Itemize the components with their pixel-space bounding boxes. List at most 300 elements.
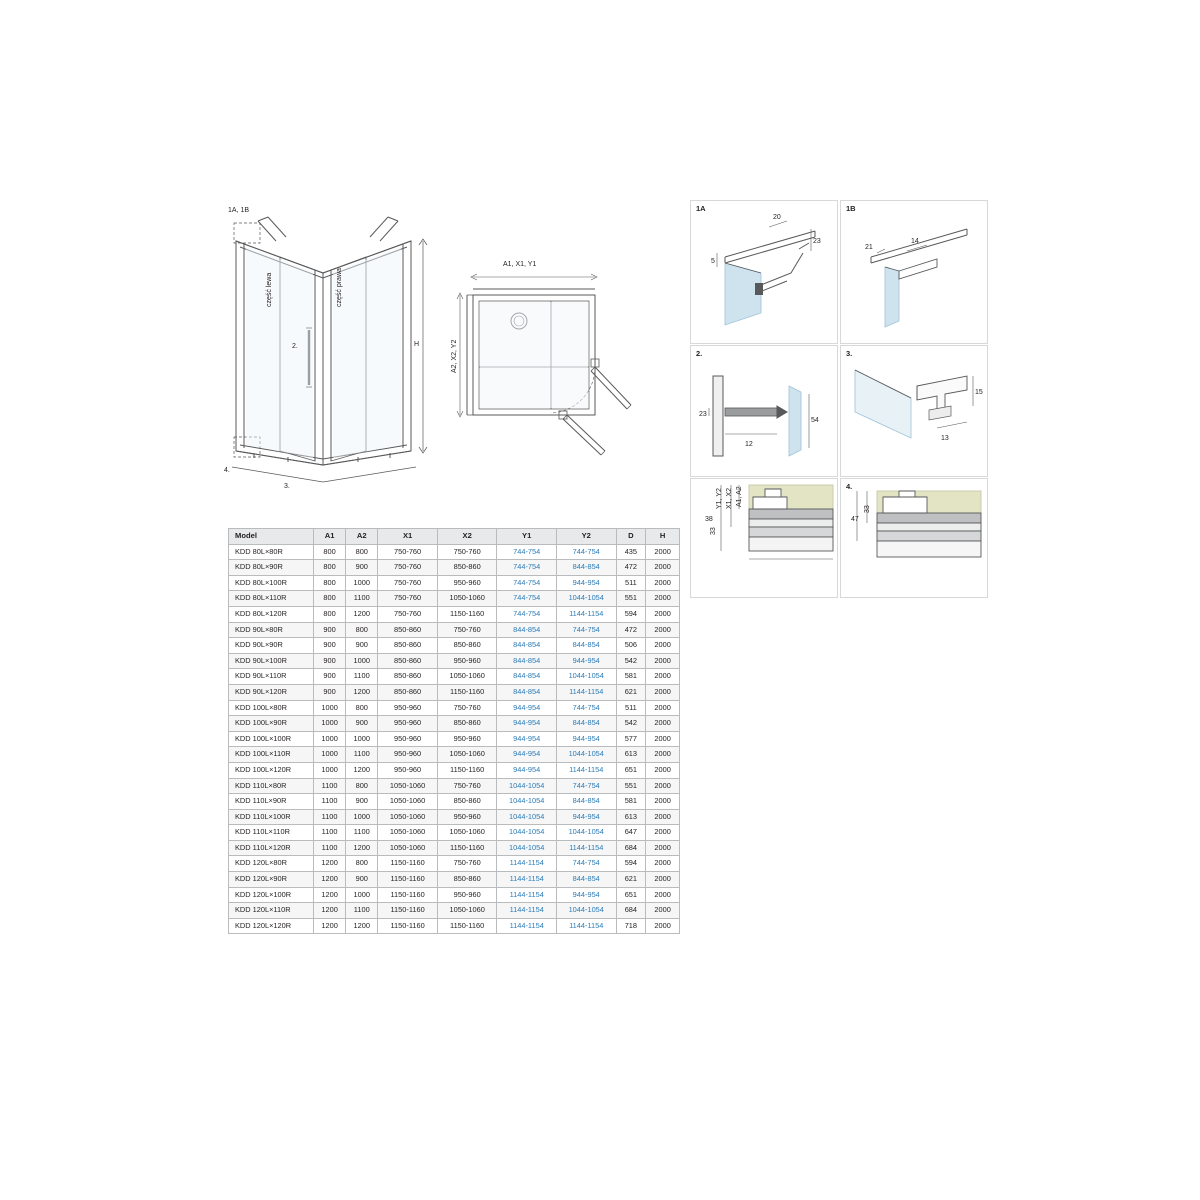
cell-d: 472 (616, 622, 646, 638)
cell-h: 2000 (646, 778, 680, 794)
cell-y2: 1044-1054 (556, 747, 616, 763)
cell-h: 2000 (646, 669, 680, 685)
cell-x1: 950-960 (378, 700, 438, 716)
cell-x1: 750-760 (378, 544, 438, 560)
cell-a2: 1200 (346, 606, 378, 622)
detail-panel-1b (840, 200, 988, 344)
svg-text:54: 54 (811, 417, 819, 424)
cell-y1: 844-854 (497, 684, 557, 700)
cell-x1: 850-860 (378, 653, 438, 669)
cell-model: KDD 120L×120R (229, 918, 314, 934)
cell-x2: 850-860 (437, 716, 497, 732)
table-row (229, 762, 680, 778)
perspective-drawing (218, 195, 438, 515)
cell-x2: 750-760 (437, 778, 497, 794)
cell-x2: 1050-1060 (437, 669, 497, 685)
detail-panel-2 (690, 345, 838, 477)
cell-y2: 1144-1154 (556, 762, 616, 778)
cell-a2: 1000 (346, 653, 378, 669)
table-row (229, 918, 680, 934)
cell-y2: 1144-1154 (556, 840, 616, 856)
cell-h: 2000 (646, 700, 680, 716)
cell-a1: 1100 (314, 778, 346, 794)
plan-side-dim-label: A2, X2, Y2 (451, 339, 458, 373)
cell-model: KDD 110L×90R (229, 794, 314, 810)
cell-y1: 844-854 (497, 669, 557, 685)
cell-a1: 1000 (314, 747, 346, 763)
cell-a2: 1100 (346, 591, 378, 607)
th-d: D (616, 529, 646, 545)
cell-a1: 1200 (314, 856, 346, 872)
svg-text:Y1, Y2: Y1, Y2 (716, 488, 723, 509)
table-row (229, 700, 680, 716)
cell-x2: 1050-1060 (437, 903, 497, 919)
table-row (229, 856, 680, 872)
cell-a2: 800 (346, 778, 378, 794)
cell-x1: 850-860 (378, 669, 438, 685)
table-row (229, 653, 680, 669)
cell-a2: 900 (346, 716, 378, 732)
table-row (229, 887, 680, 903)
cell-x1: 1050-1060 (378, 778, 438, 794)
th-y2: Y2 (556, 529, 616, 545)
th-a2: A2 (346, 529, 378, 545)
cell-model: KDD 110L×110R (229, 825, 314, 841)
th-y1: Y1 (497, 529, 557, 545)
cell-y1: 1044-1054 (497, 809, 557, 825)
table-row (229, 684, 680, 700)
label-czesc-prawa: część prawa (336, 268, 343, 307)
cell-a2: 1200 (346, 918, 378, 934)
cell-model: KDD 110L×100R (229, 809, 314, 825)
cell-a1: 1000 (314, 716, 346, 732)
cell-y1: 744-754 (497, 560, 557, 576)
cell-x1: 1150-1160 (378, 918, 438, 934)
cell-y1: 844-854 (497, 622, 557, 638)
cell-h: 2000 (646, 747, 680, 763)
cell-x2: 1150-1160 (437, 762, 497, 778)
plan-top-dim-label: A1, X1, Y1 (503, 261, 537, 268)
cell-y1: 1044-1054 (497, 840, 557, 856)
svg-text:33: 33 (864, 505, 871, 513)
cell-model: KDD 110L×120R (229, 840, 314, 856)
cell-x2: 1050-1060 (437, 747, 497, 763)
cell-x2: 1150-1160 (437, 918, 497, 934)
cell-a2: 900 (346, 794, 378, 810)
height-dim-label: H (414, 341, 420, 348)
cell-x2: 950-960 (437, 653, 497, 669)
table-row (229, 747, 680, 763)
cell-h: 2000 (646, 653, 680, 669)
cell-h: 2000 (646, 544, 680, 560)
cell-y2: 1044-1054 (556, 825, 616, 841)
th-model: Model (229, 529, 314, 545)
cell-y1: 844-854 (497, 653, 557, 669)
cell-x2: 1150-1160 (437, 606, 497, 622)
cell-d: 511 (616, 700, 646, 716)
cell-a2: 1000 (346, 575, 378, 591)
cell-d: 472 (616, 560, 646, 576)
cell-d: 506 (616, 638, 646, 654)
cell-a1: 1000 (314, 762, 346, 778)
svg-text:15: 15 (975, 389, 983, 396)
cell-d: 542 (616, 653, 646, 669)
cell-a1: 900 (314, 669, 346, 685)
svg-text:12: 12 (745, 441, 753, 448)
cell-d: 581 (616, 669, 646, 685)
cell-y1: 944-954 (497, 716, 557, 732)
cell-a1: 1100 (314, 809, 346, 825)
cell-x2: 950-960 (437, 887, 497, 903)
callout-3-label: 3. (284, 483, 290, 490)
cell-x1: 1150-1160 (378, 887, 438, 903)
cell-x2: 750-760 (437, 622, 497, 638)
cell-h: 2000 (646, 716, 680, 732)
cell-h: 2000 (646, 856, 680, 872)
cell-x2: 1150-1160 (437, 684, 497, 700)
plan-drawing (451, 255, 655, 465)
cell-a2: 1000 (346, 731, 378, 747)
table-row (229, 575, 680, 591)
cell-a1: 800 (314, 591, 346, 607)
cell-y1: 1144-1154 (497, 872, 557, 888)
cell-a2: 800 (346, 544, 378, 560)
cell-y2: 1144-1154 (556, 684, 616, 700)
table-row (229, 825, 680, 841)
cell-y1: 844-854 (497, 638, 557, 654)
callout-1a-1b-label: 1A, 1B (228, 207, 250, 214)
cell-y1: 1144-1154 (497, 903, 557, 919)
cell-x1: 950-960 (378, 762, 438, 778)
cell-y2: 844-854 (556, 872, 616, 888)
cell-x1: 1050-1060 (378, 794, 438, 810)
cell-model: KDD 100L×110R (229, 747, 314, 763)
cell-y2: 1144-1154 (556, 606, 616, 622)
dimensions-table (228, 528, 680, 934)
cell-d: 651 (616, 887, 646, 903)
svg-text:20: 20 (773, 214, 781, 221)
cell-a2: 900 (346, 560, 378, 576)
cell-x1: 1150-1160 (378, 872, 438, 888)
cell-y1: 1144-1154 (497, 918, 557, 934)
cell-d: 718 (616, 918, 646, 934)
callout-4-label: 4. (224, 467, 230, 474)
cell-y1: 1144-1154 (497, 856, 557, 872)
table-row (229, 591, 680, 607)
cell-d: 684 (616, 840, 646, 856)
cell-y2: 844-854 (556, 794, 616, 810)
cell-h: 2000 (646, 825, 680, 841)
cell-d: 651 (616, 762, 646, 778)
cell-model: KDD 100L×90R (229, 716, 314, 732)
cell-a1: 900 (314, 653, 346, 669)
detail-panel-1a (690, 200, 838, 344)
cell-x1: 1050-1060 (378, 809, 438, 825)
cell-d: 577 (616, 731, 646, 747)
svg-text:21: 21 (865, 244, 873, 251)
cell-model: KDD 110L×80R (229, 778, 314, 794)
cell-model: KDD 80L×120R (229, 606, 314, 622)
cell-a2: 1200 (346, 840, 378, 856)
cell-x2: 950-960 (437, 809, 497, 825)
cell-model: KDD 90L×90R (229, 638, 314, 654)
cell-d: 511 (616, 575, 646, 591)
cell-a1: 1100 (314, 840, 346, 856)
cell-a1: 1200 (314, 903, 346, 919)
callout-2-label: 2. (292, 343, 298, 350)
svg-text:33: 33 (710, 527, 717, 535)
cell-a1: 800 (314, 560, 346, 576)
cell-d: 613 (616, 809, 646, 825)
cell-model: KDD 100L×100R (229, 731, 314, 747)
cell-x1: 950-960 (378, 731, 438, 747)
cell-h: 2000 (646, 606, 680, 622)
cell-a1: 1100 (314, 825, 346, 841)
cell-h: 2000 (646, 840, 680, 856)
cell-model: KDD 120L×110R (229, 903, 314, 919)
cell-model: KDD 90L×100R (229, 653, 314, 669)
detail-3-tag: 3. (846, 349, 853, 358)
cell-model: KDD 120L×80R (229, 856, 314, 872)
cell-x1: 1050-1060 (378, 840, 438, 856)
cell-y1: 1044-1054 (497, 825, 557, 841)
cell-d: 581 (616, 794, 646, 810)
cell-y2: 744-754 (556, 544, 616, 560)
table-row (229, 560, 680, 576)
cell-x2: 950-960 (437, 575, 497, 591)
cell-d: 551 (616, 591, 646, 607)
table-row (229, 809, 680, 825)
cell-a2: 800 (346, 700, 378, 716)
cell-h: 2000 (646, 684, 680, 700)
cell-x2: 950-960 (437, 731, 497, 747)
th-h: H (646, 529, 680, 545)
cell-a2: 1000 (346, 809, 378, 825)
cell-h: 2000 (646, 731, 680, 747)
cell-a2: 1000 (346, 887, 378, 903)
svg-text:47: 47 (851, 516, 859, 523)
cell-model: KDD 90L×110R (229, 669, 314, 685)
svg-text:A1, A2: A1, A2 (736, 486, 743, 507)
cell-model: KDD 80L×100R (229, 575, 314, 591)
cell-y2: 944-954 (556, 809, 616, 825)
cell-y2: 744-754 (556, 778, 616, 794)
detail-panel-4 (840, 478, 988, 598)
cell-y2: 744-754 (556, 700, 616, 716)
cell-y2: 1144-1154 (556, 918, 616, 934)
cell-y2: 944-954 (556, 653, 616, 669)
svg-text:5: 5 (711, 258, 715, 265)
cell-a1: 1200 (314, 872, 346, 888)
cell-y1: 744-754 (497, 591, 557, 607)
cell-d: 551 (616, 778, 646, 794)
cell-model: KDD 80L×110R (229, 591, 314, 607)
cell-y1: 944-954 (497, 731, 557, 747)
cell-x2: 850-860 (437, 794, 497, 810)
svg-text:38: 38 (705, 516, 713, 523)
svg-text:13: 13 (941, 435, 949, 442)
cell-d: 684 (616, 903, 646, 919)
cell-h: 2000 (646, 809, 680, 825)
th-a1: A1 (314, 529, 346, 545)
table-row (229, 669, 680, 685)
label-czesc-lewa: część lewa (266, 272, 273, 307)
cell-a2: 1100 (346, 747, 378, 763)
cell-model: KDD 120L×100R (229, 887, 314, 903)
cell-x2: 1150-1160 (437, 840, 497, 856)
cell-x1: 950-960 (378, 716, 438, 732)
cell-y2: 1044-1054 (556, 591, 616, 607)
svg-text:23: 23 (699, 411, 707, 418)
cell-x2: 1050-1060 (437, 825, 497, 841)
cell-model: KDD 90L×80R (229, 622, 314, 638)
detail-panel-section-left (690, 478, 838, 598)
table-row (229, 778, 680, 794)
svg-text:X1, X2: X1, X2 (726, 487, 733, 509)
cell-x1: 1150-1160 (378, 903, 438, 919)
cell-d: 594 (616, 606, 646, 622)
cell-x1: 750-760 (378, 560, 438, 576)
cell-y1: 944-954 (497, 747, 557, 763)
cell-y2: 744-754 (556, 622, 616, 638)
table-row (229, 606, 680, 622)
cell-y1: 744-754 (497, 606, 557, 622)
cell-y1: 944-954 (497, 762, 557, 778)
cell-y2: 944-954 (556, 887, 616, 903)
cell-a2: 900 (346, 638, 378, 654)
cell-x2: 750-760 (437, 856, 497, 872)
cell-x1: 750-760 (378, 575, 438, 591)
cell-y1: 744-754 (497, 575, 557, 591)
cell-x1: 750-760 (378, 591, 438, 607)
detail-2-tag: 2. (696, 349, 703, 358)
cell-a1: 1000 (314, 731, 346, 747)
cell-x2: 850-860 (437, 560, 497, 576)
cell-a2: 1200 (346, 684, 378, 700)
table-row (229, 731, 680, 747)
cell-a2: 900 (346, 872, 378, 888)
cell-h: 2000 (646, 794, 680, 810)
table-row (229, 638, 680, 654)
cell-x1: 950-960 (378, 747, 438, 763)
cell-d: 594 (616, 856, 646, 872)
cell-h: 2000 (646, 762, 680, 778)
cell-d: 435 (616, 544, 646, 560)
cell-x1: 1050-1060 (378, 825, 438, 841)
cell-x2: 850-860 (437, 638, 497, 654)
cell-a1: 800 (314, 544, 346, 560)
cell-d: 647 (616, 825, 646, 841)
cell-model: KDD 100L×80R (229, 700, 314, 716)
cell-model: KDD 80L×90R (229, 560, 314, 576)
table-row (229, 716, 680, 732)
table-row (229, 840, 680, 856)
cell-a1: 1200 (314, 918, 346, 934)
detail-panel-3 (840, 345, 988, 477)
table-row (229, 544, 680, 560)
cell-a2: 1100 (346, 903, 378, 919)
cell-a1: 1200 (314, 887, 346, 903)
cell-d: 542 (616, 716, 646, 732)
cell-a2: 1100 (346, 669, 378, 685)
cell-x2: 750-760 (437, 544, 497, 560)
detail-4-tag: 4. (846, 482, 853, 491)
cell-y2: 1044-1054 (556, 669, 616, 685)
cell-model: KDD 120L×90R (229, 872, 314, 888)
th-x2: X2 (437, 529, 497, 545)
cell-x1: 1150-1160 (378, 856, 438, 872)
cell-a1: 900 (314, 684, 346, 700)
table-header-row (229, 529, 680, 545)
cell-model: KDD 100L×120R (229, 762, 314, 778)
cell-x1: 850-860 (378, 622, 438, 638)
detail-1a-tag: 1A (696, 204, 706, 213)
cell-x2: 750-760 (437, 700, 497, 716)
cell-x1: 850-860 (378, 684, 438, 700)
cell-y1: 1044-1054 (497, 794, 557, 810)
cell-x2: 1050-1060 (437, 591, 497, 607)
cell-y2: 944-954 (556, 575, 616, 591)
cell-a2: 1200 (346, 762, 378, 778)
cell-d: 613 (616, 747, 646, 763)
cell-a1: 900 (314, 622, 346, 638)
cell-a1: 900 (314, 638, 346, 654)
table-row (229, 903, 680, 919)
cell-model: KDD 80L×80R (229, 544, 314, 560)
cell-a2: 800 (346, 622, 378, 638)
table-row (229, 622, 680, 638)
cell-y1: 944-954 (497, 700, 557, 716)
cell-h: 2000 (646, 591, 680, 607)
cell-a1: 1000 (314, 700, 346, 716)
cell-h: 2000 (646, 872, 680, 888)
cell-h: 2000 (646, 575, 680, 591)
cell-a1: 800 (314, 575, 346, 591)
cell-a1: 800 (314, 606, 346, 622)
svg-text:14: 14 (911, 238, 919, 245)
cell-x1: 750-760 (378, 606, 438, 622)
cell-y1: 1144-1154 (497, 887, 557, 903)
cell-a2: 800 (346, 856, 378, 872)
cell-y1: 744-754 (497, 544, 557, 560)
cell-y2: 844-854 (556, 560, 616, 576)
cell-h: 2000 (646, 638, 680, 654)
cell-y1: 1044-1054 (497, 778, 557, 794)
cell-h: 2000 (646, 903, 680, 919)
cell-d: 621 (616, 684, 646, 700)
cell-x2: 850-860 (437, 872, 497, 888)
model-dimensions-table (228, 528, 680, 934)
th-x1: X1 (378, 529, 438, 545)
cell-h: 2000 (646, 560, 680, 576)
cell-y2: 744-754 (556, 856, 616, 872)
detail-1b-tag: 1B (846, 204, 856, 213)
cell-y2: 1044-1054 (556, 903, 616, 919)
table-body (229, 544, 680, 934)
cell-y2: 844-854 (556, 716, 616, 732)
cell-a1: 1100 (314, 794, 346, 810)
svg-text:23: 23 (813, 238, 821, 245)
cell-h: 2000 (646, 622, 680, 638)
cell-h: 2000 (646, 887, 680, 903)
table-row (229, 794, 680, 810)
cell-model: KDD 90L×120R (229, 684, 314, 700)
cell-x1: 850-860 (378, 638, 438, 654)
cell-d: 621 (616, 872, 646, 888)
cell-h: 2000 (646, 918, 680, 934)
table-row (229, 872, 680, 888)
cell-y2: 944-954 (556, 731, 616, 747)
